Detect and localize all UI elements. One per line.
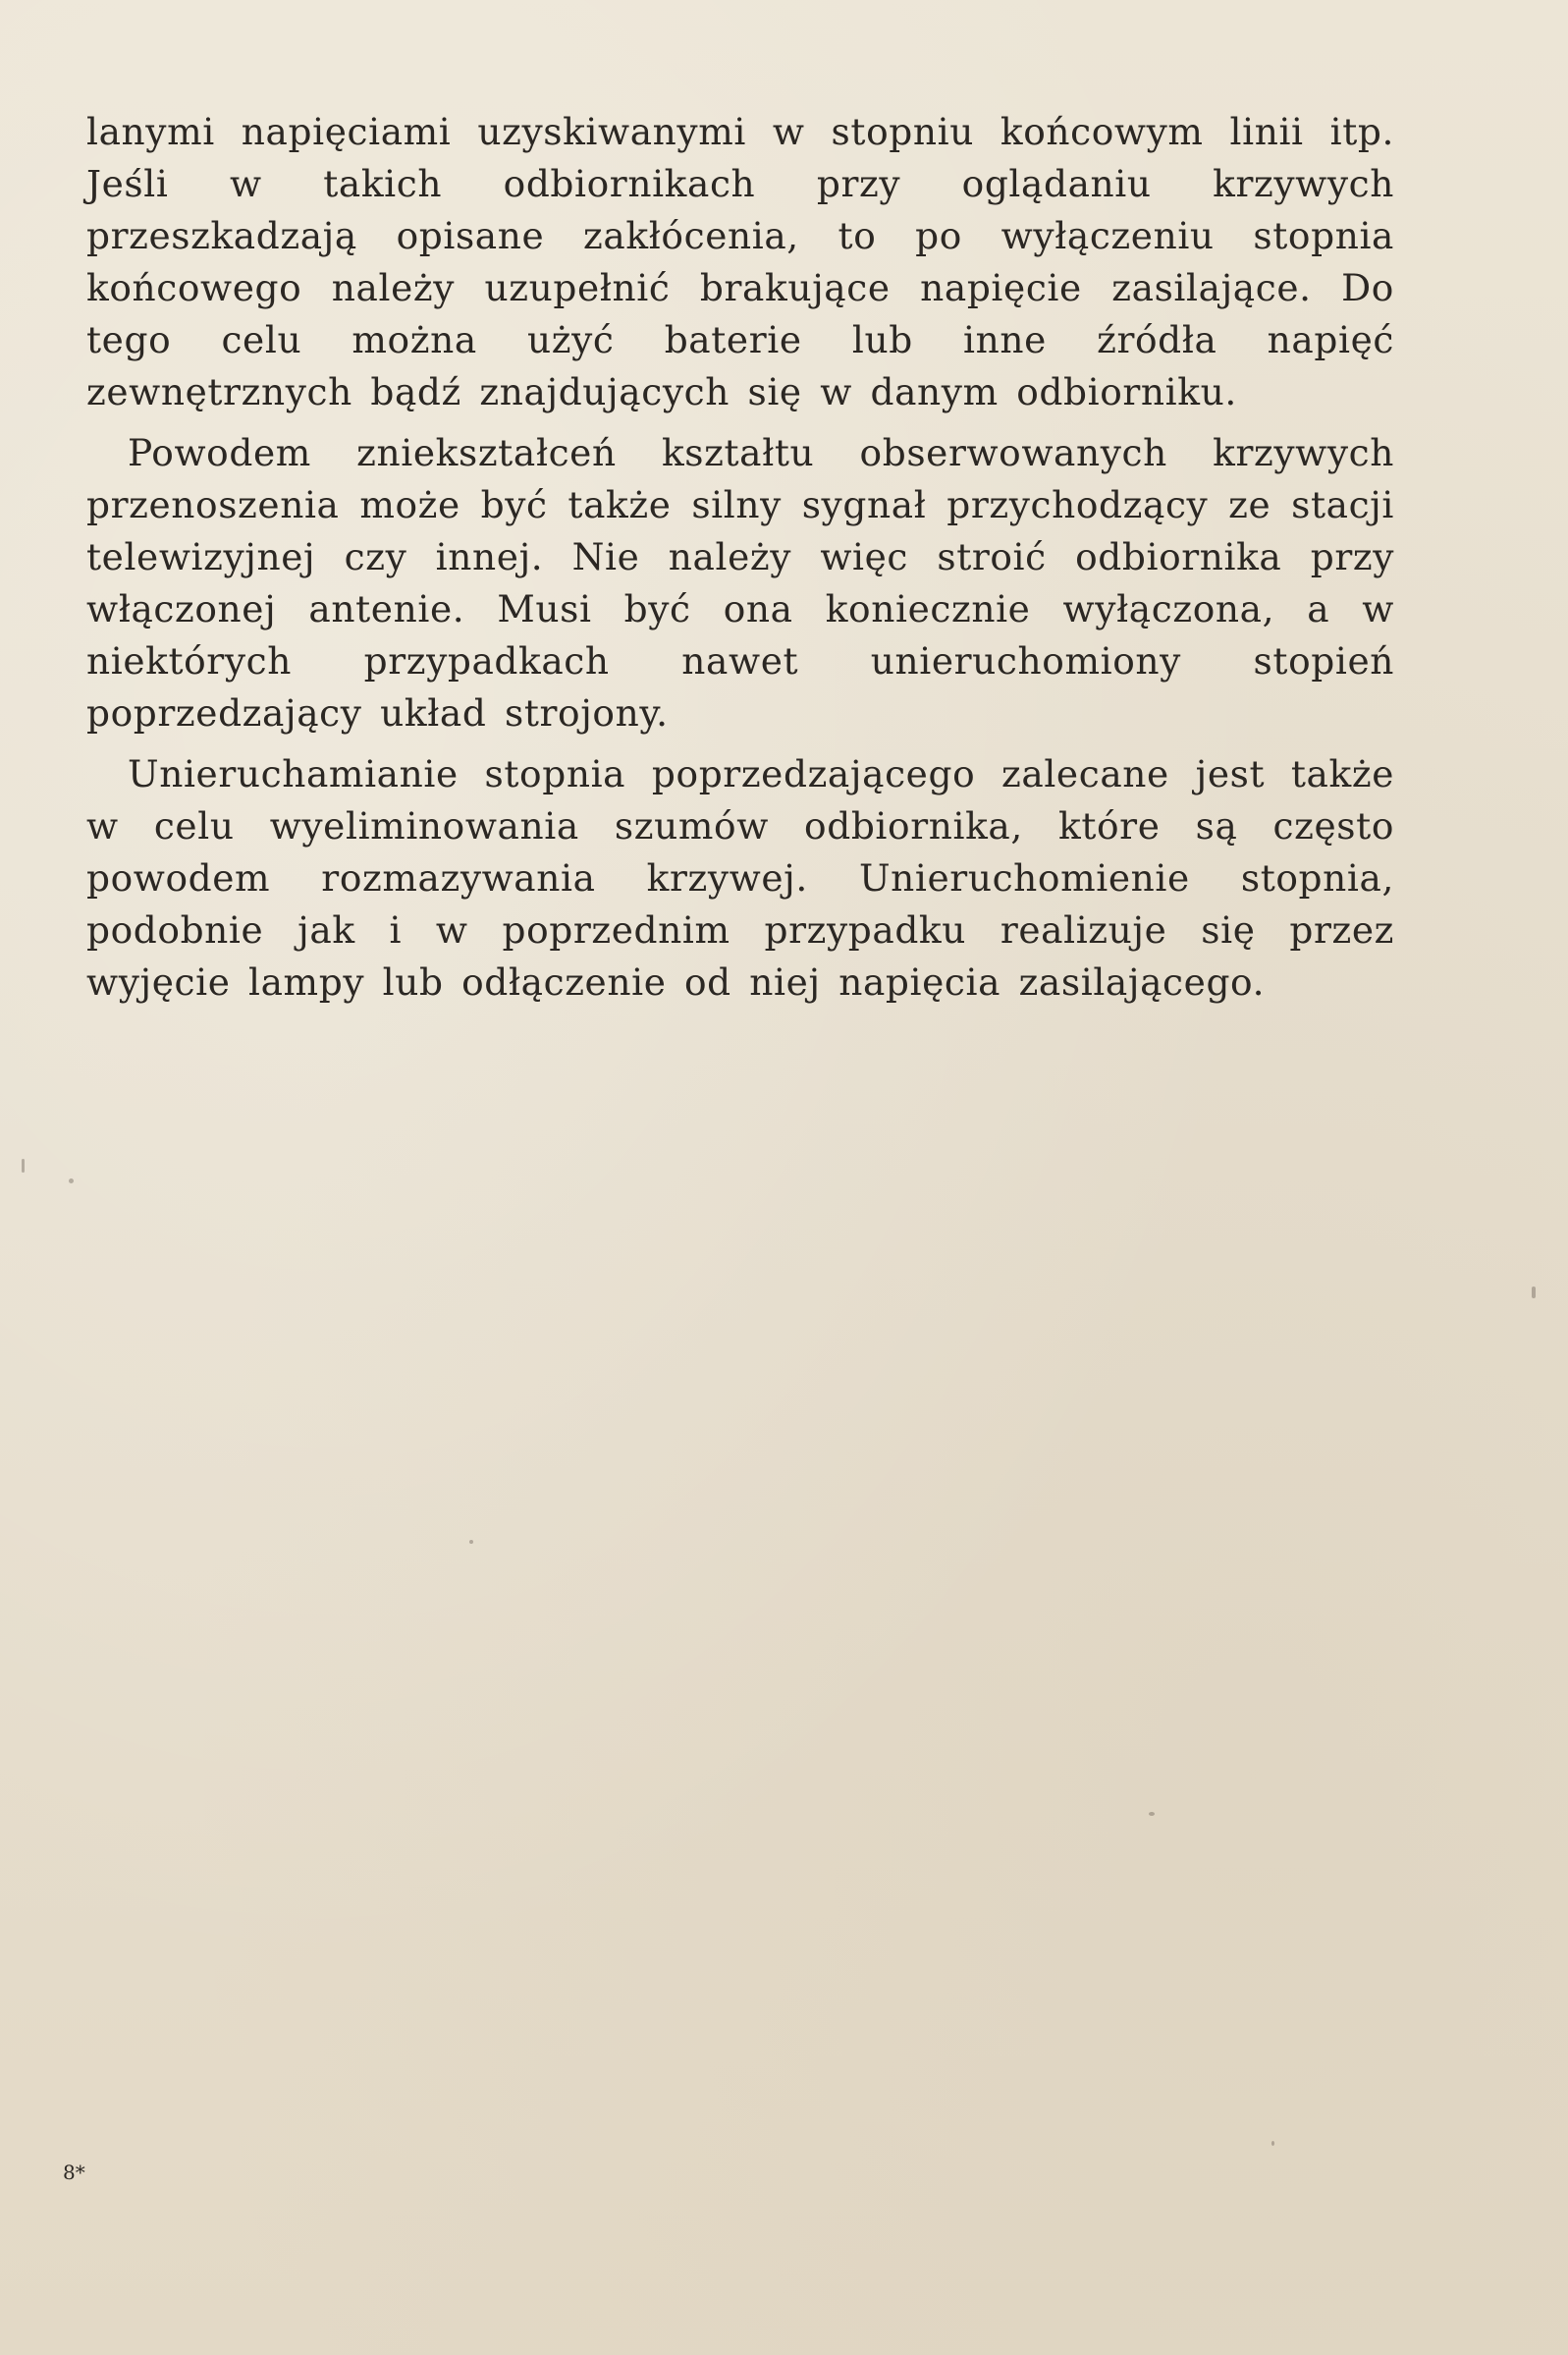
body-text <box>86 106 1394 1017</box>
paper-speck <box>1532 1287 1536 1298</box>
paper-speck <box>69 1178 74 1183</box>
paper-speck <box>1271 2141 1274 2146</box>
paragraph-continuation: lanymi napięciami uzyskiwanymi w stopniu końcowym linii itp. Jeśli w takich odbiornikach przy oglądaniu krzywych przeszkadzają opisane zakłócenia, to po wyłączeniu stopnia końcowego należy uzupełnić brakujące napięcie zasilające. Do tego celu można użyć baterie lub inne źródła napięć zewnętrznych bądź znajdujących się w danym odbiorniku. <box>86 110 1394 413</box>
paper-speck <box>469 1540 473 1544</box>
paragraph-disabling-stage: Unieruchamianie stopnia poprzedzającego zalecane jest także w celu wyeliminowania szumów odbiornika, które są często powodem rozmazywania krzywej. Unieruchomienie stopnia, podobnie jak i w poprzednim przypadku realizuje się przez wyjęcie lampy lub odłączenie od niej napięcia zasilającego. <box>86 752 1394 1004</box>
paragraph-distortion-causes: Powodem zniekształceń kształtu obserwowanych krzywych przenoszenia może być także silny sygnał przychodzący ze stacji telewizyjnej czy innej. Nie należy więc stroić odbiornika przy włączonej antenie. Musi być ona koniecznie wyłączona, a w niektórych przypadkach nawet unieruchomiony stopień poprzedzający układ strojony. <box>86 431 1394 735</box>
paper-speck <box>22 1159 25 1173</box>
page-number: 8* <box>63 2161 85 2184</box>
paper-speck <box>1149 1812 1155 1816</box>
